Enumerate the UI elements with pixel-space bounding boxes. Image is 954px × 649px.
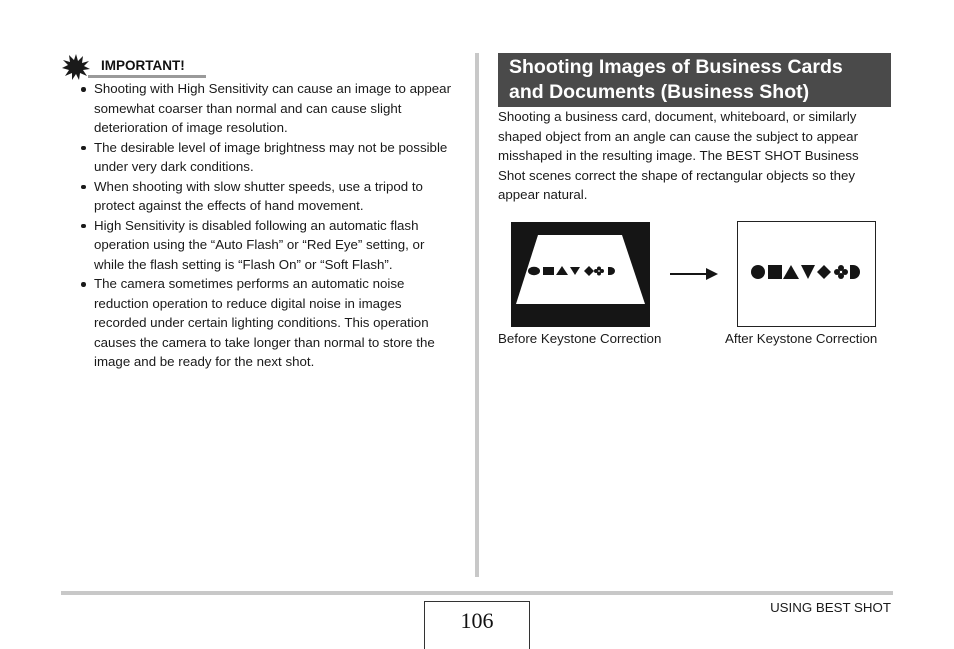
arrow-right-icon [668,264,720,284]
after-keystone-image [737,221,876,327]
page-number-box [424,601,530,649]
important-bullet-list [78,79,456,372]
important-burst-icon [62,54,90,80]
bullet-item: The desirable level of image brightness may not be possible under very dark conditions. [78,138,456,177]
section-title: Shooting Images of Business Cards and Documents (Business Shot) [498,53,891,107]
important-label: IMPORTANT! [101,58,185,73]
column-divider [475,53,479,577]
bullet-item: Shooting with High Sensitivity can cause an image to appear somewhat coarser than normal and can cause slight deterioration of image resolution. [78,79,456,138]
important-header [62,54,212,78]
footer-rule [61,591,893,595]
page-number: 106 [460,608,494,633]
bullet-item: The camera sometimes performs an automatic noise reduction operation to reduce digital noise in images recorded under certain lighting conditions. This operation causes the camera to take longer than normal to store the image and be ready for the next shot. [78,274,456,372]
section-intro: Shooting a business card, document, whiteboard, or similarly shaped object from an angle can cause the subject to appear misshaped in the resulting image. The BEST SHOT Business Shot scenes correct the shape of rectangular objects so they appear natural. [498,109,859,202]
before-caption: Before Keystone Correction [498,331,662,346]
bullet-item: High Sensitivity is disabled following an automatic flash operation using the “Auto Flash” or “Red Eye” setting, or while the flash setting is “Flash On” or “Soft Flash”. [78,216,456,275]
footer-section-name: USING BEST SHOT [770,600,891,615]
bullet-item: When shooting with slow shutter speeds, use a tripod to protect against the effects of hand movement. [78,177,456,216]
after-caption: After Keystone Correction [725,331,878,346]
important-underline [88,75,206,78]
before-keystone-image [511,222,650,327]
